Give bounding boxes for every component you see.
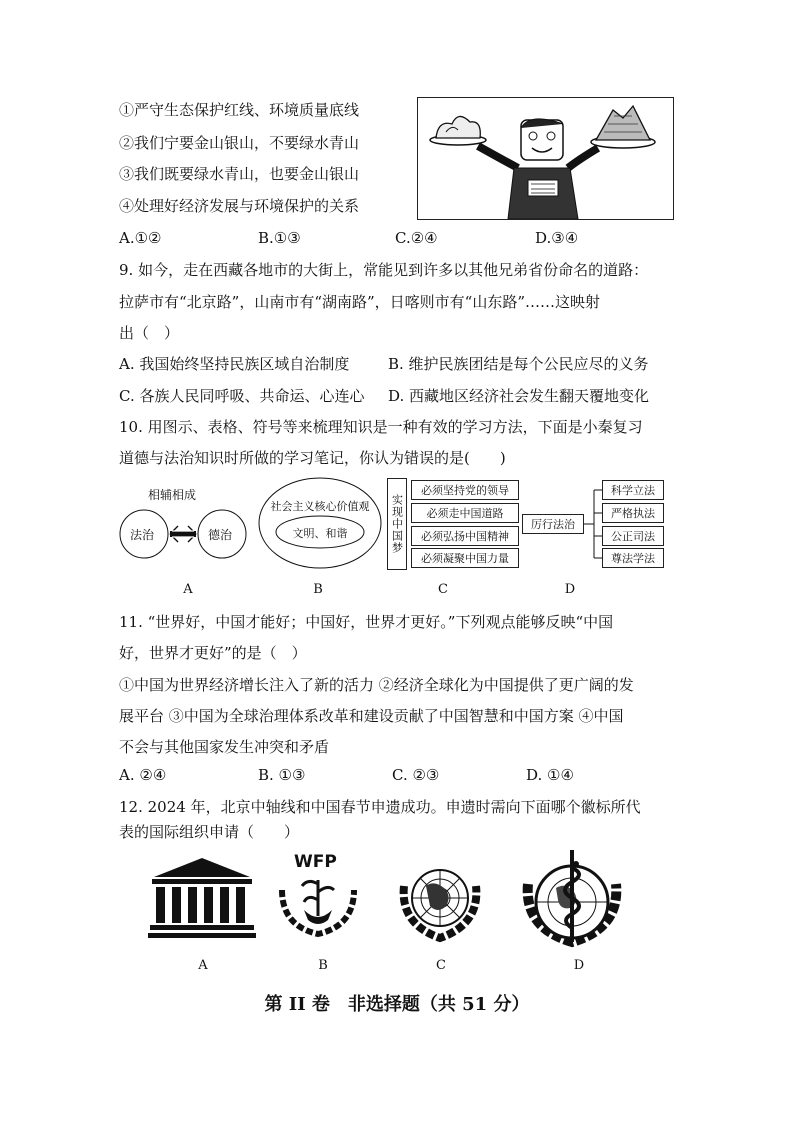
- unesco-logo: [148, 855, 256, 941]
- diagram-d-item-3: 公正司法: [602, 526, 664, 546]
- q8-choice-d: D.③④: [535, 229, 579, 247]
- q8-choice-b: B.①③: [258, 229, 301, 247]
- diagram-a-left-node: 法治: [130, 528, 155, 542]
- q8-choice-c: C.②④: [395, 229, 438, 247]
- diagram-b-outer-label: 社会主义核心价值观: [270, 500, 370, 513]
- diagram-d-item-4: 尊法学法: [602, 548, 664, 568]
- diagram-c-item-3: 必须弘扬中国精神: [411, 526, 519, 546]
- un-logo: [394, 856, 486, 944]
- q11-statement-line-2: 展平台 ③中国为全球治理体系改革和建设贡献了中国智慧和中国方案 ④中国: [119, 707, 624, 725]
- q11-stem-line-2: 好，世界才更好”的是（ ）: [119, 644, 307, 662]
- who-logo: [518, 848, 626, 948]
- q9-choice-c: C. 各族人民同呼吸、共命运、心连心: [119, 387, 365, 405]
- diagram-c-head: 实现中国梦: [387, 478, 407, 570]
- q12-caption-a: A: [198, 958, 208, 973]
- diagram-c-item-4: 必须凝聚中国力量: [411, 548, 519, 568]
- q9-stem-line-1: 9. 如今，走在西藏各地市的大街上，常能见到许多以其他兄弟省份命名的道路：: [119, 261, 649, 279]
- q11-statement-line-3: 不会与其他国家发生冲突和矛盾: [119, 738, 330, 756]
- q11-choice-c: C. ②③: [392, 766, 440, 784]
- q10-caption-c: C: [438, 582, 448, 597]
- q10-diagram-d: [522, 478, 667, 570]
- diagram-d-item-1: 科学立法: [602, 480, 664, 500]
- q10-stem-line-1: 10. 用图示、表格、符号等来梳理知识是一种有效的学习方法，下面是小秦复习: [119, 418, 643, 436]
- q8-option-4: ④处理好经济发展与环境保护的关系: [119, 197, 360, 215]
- q12-stem-line-1: 12. 2024 年，北京中轴线和中国春节申遗成功。申遗时需向下面哪个徽标所代: [119, 798, 641, 816]
- q12-caption-c: C: [436, 958, 446, 973]
- q11-stem-line-1: 11. “世界好，中国才能好；中国好，世界才更好。”下列观点能够反映“中国: [119, 613, 614, 631]
- q10-caption-d: D: [564, 582, 576, 597]
- q9-choice-a: A. 我国始终坚持民族区域自治制度: [119, 355, 350, 373]
- q9-stem-line-2: 拉萨市有“北京路”，山南市有“湖南路”，日喀则市有“山东路”……这映射: [119, 293, 601, 311]
- q9-choice-b: B. 维护民族团结是每个公民应尽的义务: [388, 355, 649, 373]
- diagram-a-right-node: 德治: [208, 528, 233, 542]
- q10-diagram-b: [257, 476, 383, 571]
- wfp-logo: [268, 850, 368, 942]
- wfp-logo-text: WFP: [294, 852, 337, 872]
- q10-stem-line-2: 道德与法治知识时所做的学习笔记，你认为错误的是( ): [119, 449, 506, 467]
- q8-choice-a: A.①②: [119, 229, 162, 247]
- section-title: 第 II 卷 非选择题（共 51 分）: [264, 994, 530, 1015]
- q10-caption-a: A: [183, 582, 193, 597]
- diagram-d-head: 厉行法治: [522, 514, 584, 534]
- q9-choice-d: D. 西藏地区经济社会发生翻天覆地变化: [388, 387, 650, 405]
- diagram-a-top-label: 相辅相成: [148, 488, 197, 502]
- q9-stem-line-3: 出（ ）: [119, 324, 180, 342]
- q12-caption-b: B: [318, 958, 328, 973]
- q11-statement-line-1: ①中国为世界经济增长注入了新的活力 ②经济全球化为中国提供了更广阔的发: [119, 676, 634, 694]
- diagram-d-item-2: 严格执法: [602, 503, 664, 523]
- q8-option-3: ③我们既要绿水青山，也要金山银山: [119, 165, 360, 183]
- q8-cartoon: [417, 97, 674, 220]
- q12-caption-d: D: [573, 958, 585, 973]
- diagram-b-inner-label: 文明、和谐: [292, 527, 348, 540]
- q8-option-2: ②我们宁要金山银山，不要绿水青山: [119, 134, 360, 152]
- diagram-c-item-1: 必须坚持党的领导: [411, 480, 519, 500]
- q11-choice-d: D. ①④: [526, 766, 574, 784]
- q12-stem-line-2: 表的国际组织申请（ ）: [119, 823, 300, 841]
- q11-choice-b: B. ①③: [258, 766, 306, 784]
- q10-caption-b: B: [313, 582, 323, 597]
- q10-diagram-c: [387, 478, 519, 570]
- q11-choice-a: A. ②④: [119, 766, 167, 784]
- q10-diagram-a: [118, 482, 248, 570]
- q8-option-1: ①严守生态保护红线、环境质量底线: [119, 101, 360, 119]
- diagram-c-item-2: 必须走中国道路: [411, 503, 519, 523]
